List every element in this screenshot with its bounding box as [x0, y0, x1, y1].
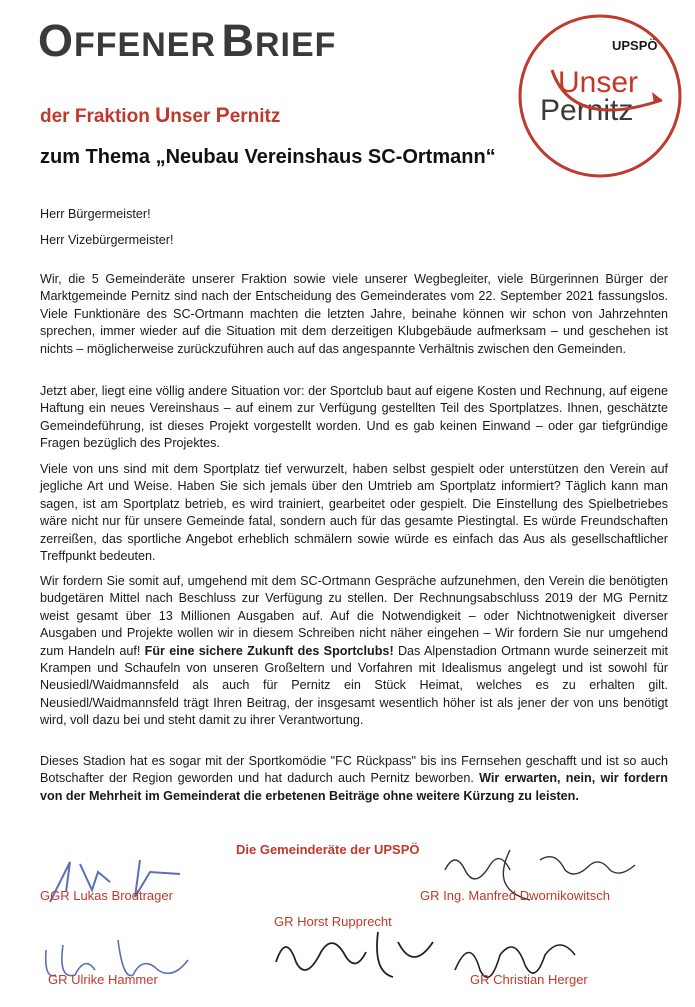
signature-brodtrager-scribble	[40, 852, 200, 912]
signature-name-hammer: GR Ulrike Hammer	[48, 972, 158, 987]
signature-name-dwornikowitsch: GR Ing. Manfred Dwornikowitsch	[420, 888, 611, 903]
logo-line2: Pernitz	[540, 94, 634, 127]
title-word-offener: FFENER	[74, 26, 217, 64]
unser-pernitz-logo	[512, 10, 688, 182]
signature-name-rupprecht: GR Horst Rupprecht	[274, 914, 392, 929]
paragraph-4-text-b: Das Alpenstadion Ortmann wurde seinerzeit mit Krampen und Schaufeln von unseren Großeltern und Vorfahren mit Idealismus angelegt und ist sowohl für Neusiedl/Waidmannsfeld als auch für Pernitz ein Stück Heimat, welches es zu erhalten gilt. Neusiedl/Waidmannsfeld trägt Ihren Beitrag, der insgesamt wesentlich höher ist als jener der von uns benötigt wird, voll dazu bei und steht damit zu ihrer Verantwortung.	[40, 643, 669, 728]
brand-nser: nser	[170, 106, 216, 127]
paragraph-4-text-a: Wir fordern Sie somit auf, umgehend mit dem SC-Ortmann Gespräche aufzunehmen, den Verein die benötigten budgetären Mittel nach Beschluss zur Verfügung zu stellen. Der Rechnungsabschluss 2019 der MG Pernitz weist gesamt über 13 Millionen Ausgaben auf. Auf die Notwendigkeit – oder Nichtnotwenigkeit diverser Ausgaben und Projekte wollen wir in diesem Schreiben nicht näher eingehen – Wir fordern Sie nur umgehend zum Handeln auf!	[40, 574, 668, 658]
title-word-brief: RIEF	[254, 26, 337, 64]
title-initial-b: B	[221, 15, 255, 66]
title-initial-o: O	[38, 15, 75, 66]
logo-top-text: UPSPÖ	[612, 38, 658, 53]
salutation-vice-mayor: Herr Vizebürgermeister!	[40, 233, 174, 247]
paragraph-1: Wir, die 5 Gemeinderäte unserer Fraktion sowie viele unserer Wegbegleiter, viele Bürgerinnen Bürger der Marktgemeinde Pernitz sind nach der Entscheidung des Gemeinderates vom 22. September 2021 fassungslos. Viele Funktionäre des SC-Ortmann machten die letzten Jahre, beinahe können wir schon von Jahrzehnten sprechen, immer wieder auf die Situation mit dem derzeitigen Klubgebäude aufmerksam – und geschehen ist nichts – möglicherweise zurückzuführen auch auf das angespannte Verhältnis zwischen den Gemeinden.	[40, 272, 668, 356]
brand-ernitz: ernitz	[229, 106, 281, 127]
subtitle-fraction	[40, 104, 280, 128]
signature-name-brodtrager: GGR Lukas Brodtrager	[40, 888, 173, 903]
paragraph-5-text: Dieses Stadion hat es sogar mit der Sportkomödie "FC Rückpass" bis ins Fernsehen geschafft und ist so auch Botschafter der Region geworden und hat dadurch auch Pernitz beworben.	[40, 754, 668, 786]
brand-u: U	[155, 104, 171, 127]
paragraph-5	[40, 753, 668, 805]
subtitle-prefix: der Fraktion	[40, 106, 156, 127]
logo-graphic	[512, 10, 688, 182]
letter-title	[38, 15, 337, 66]
paragraph-4	[40, 573, 668, 730]
paragraph-4-bold: Für eine sichere Zukunft des Sportclubs!	[144, 643, 394, 658]
brand-p: P	[215, 104, 230, 127]
paragraph-2: Jetzt aber, liegt eine völlig andere Situation vor: der Sportclub baut auf eigene Kosten und Rechnung, auf eigene Haftung ein neues Vereinshaus – auf einem zur Verfügung gestellten Teil des Sportplatzes. Ihnen, geschätzte Gemeindeführung, ist dieses Projekt vorgestellt worden. Und es gab keinen Einwand – oder gar tiefgründige Fragen bezüglich des Projektes.	[40, 384, 668, 451]
salutation-mayor: Herr Bürgermeister!	[40, 207, 151, 221]
paragraph-5-bold: Wir erwarten, nein, wir fordern von der Mehrheit im Gemeinderat die erbetenen Beiträge ohne weitere Kürzung zu leisten.	[40, 771, 668, 803]
paragraph-3: Viele von uns sind mit dem Sportplatz tief verwurzelt, haben selbst gespielt oder unterstützen den Verein auf jegliche Art und Weise. Haben Sie sich jemals über den Umtrieb am Sportplatz informiert? Täglich kann man sagen, ist am Sportplatz betrieb, es wird trainiert, gearbeitet oder gespielt. Die Einstellung des Spielbetriebes wäre nicht nur für unsere Gemeinde fatal, sondern auch für das gesamte Piestingtal. Es würde Freundschaften zerreißen, das sportliche Angebot erheblich schmälern sowie würde es einfach das Aus als gesellschaftlicher Treffpunkt bedeuten.	[40, 462, 668, 564]
logo-line1: Unser	[558, 66, 639, 99]
topic-heading: zum Thema „Neubau Vereinshaus SC-Ortmann“	[40, 146, 496, 168]
signatures-heading: Die Gemeinderäte der UPSPÖ	[236, 842, 420, 857]
signature-rupprecht-scribble	[268, 922, 448, 982]
signature-name-herger: GR Christian Herger	[470, 972, 588, 987]
